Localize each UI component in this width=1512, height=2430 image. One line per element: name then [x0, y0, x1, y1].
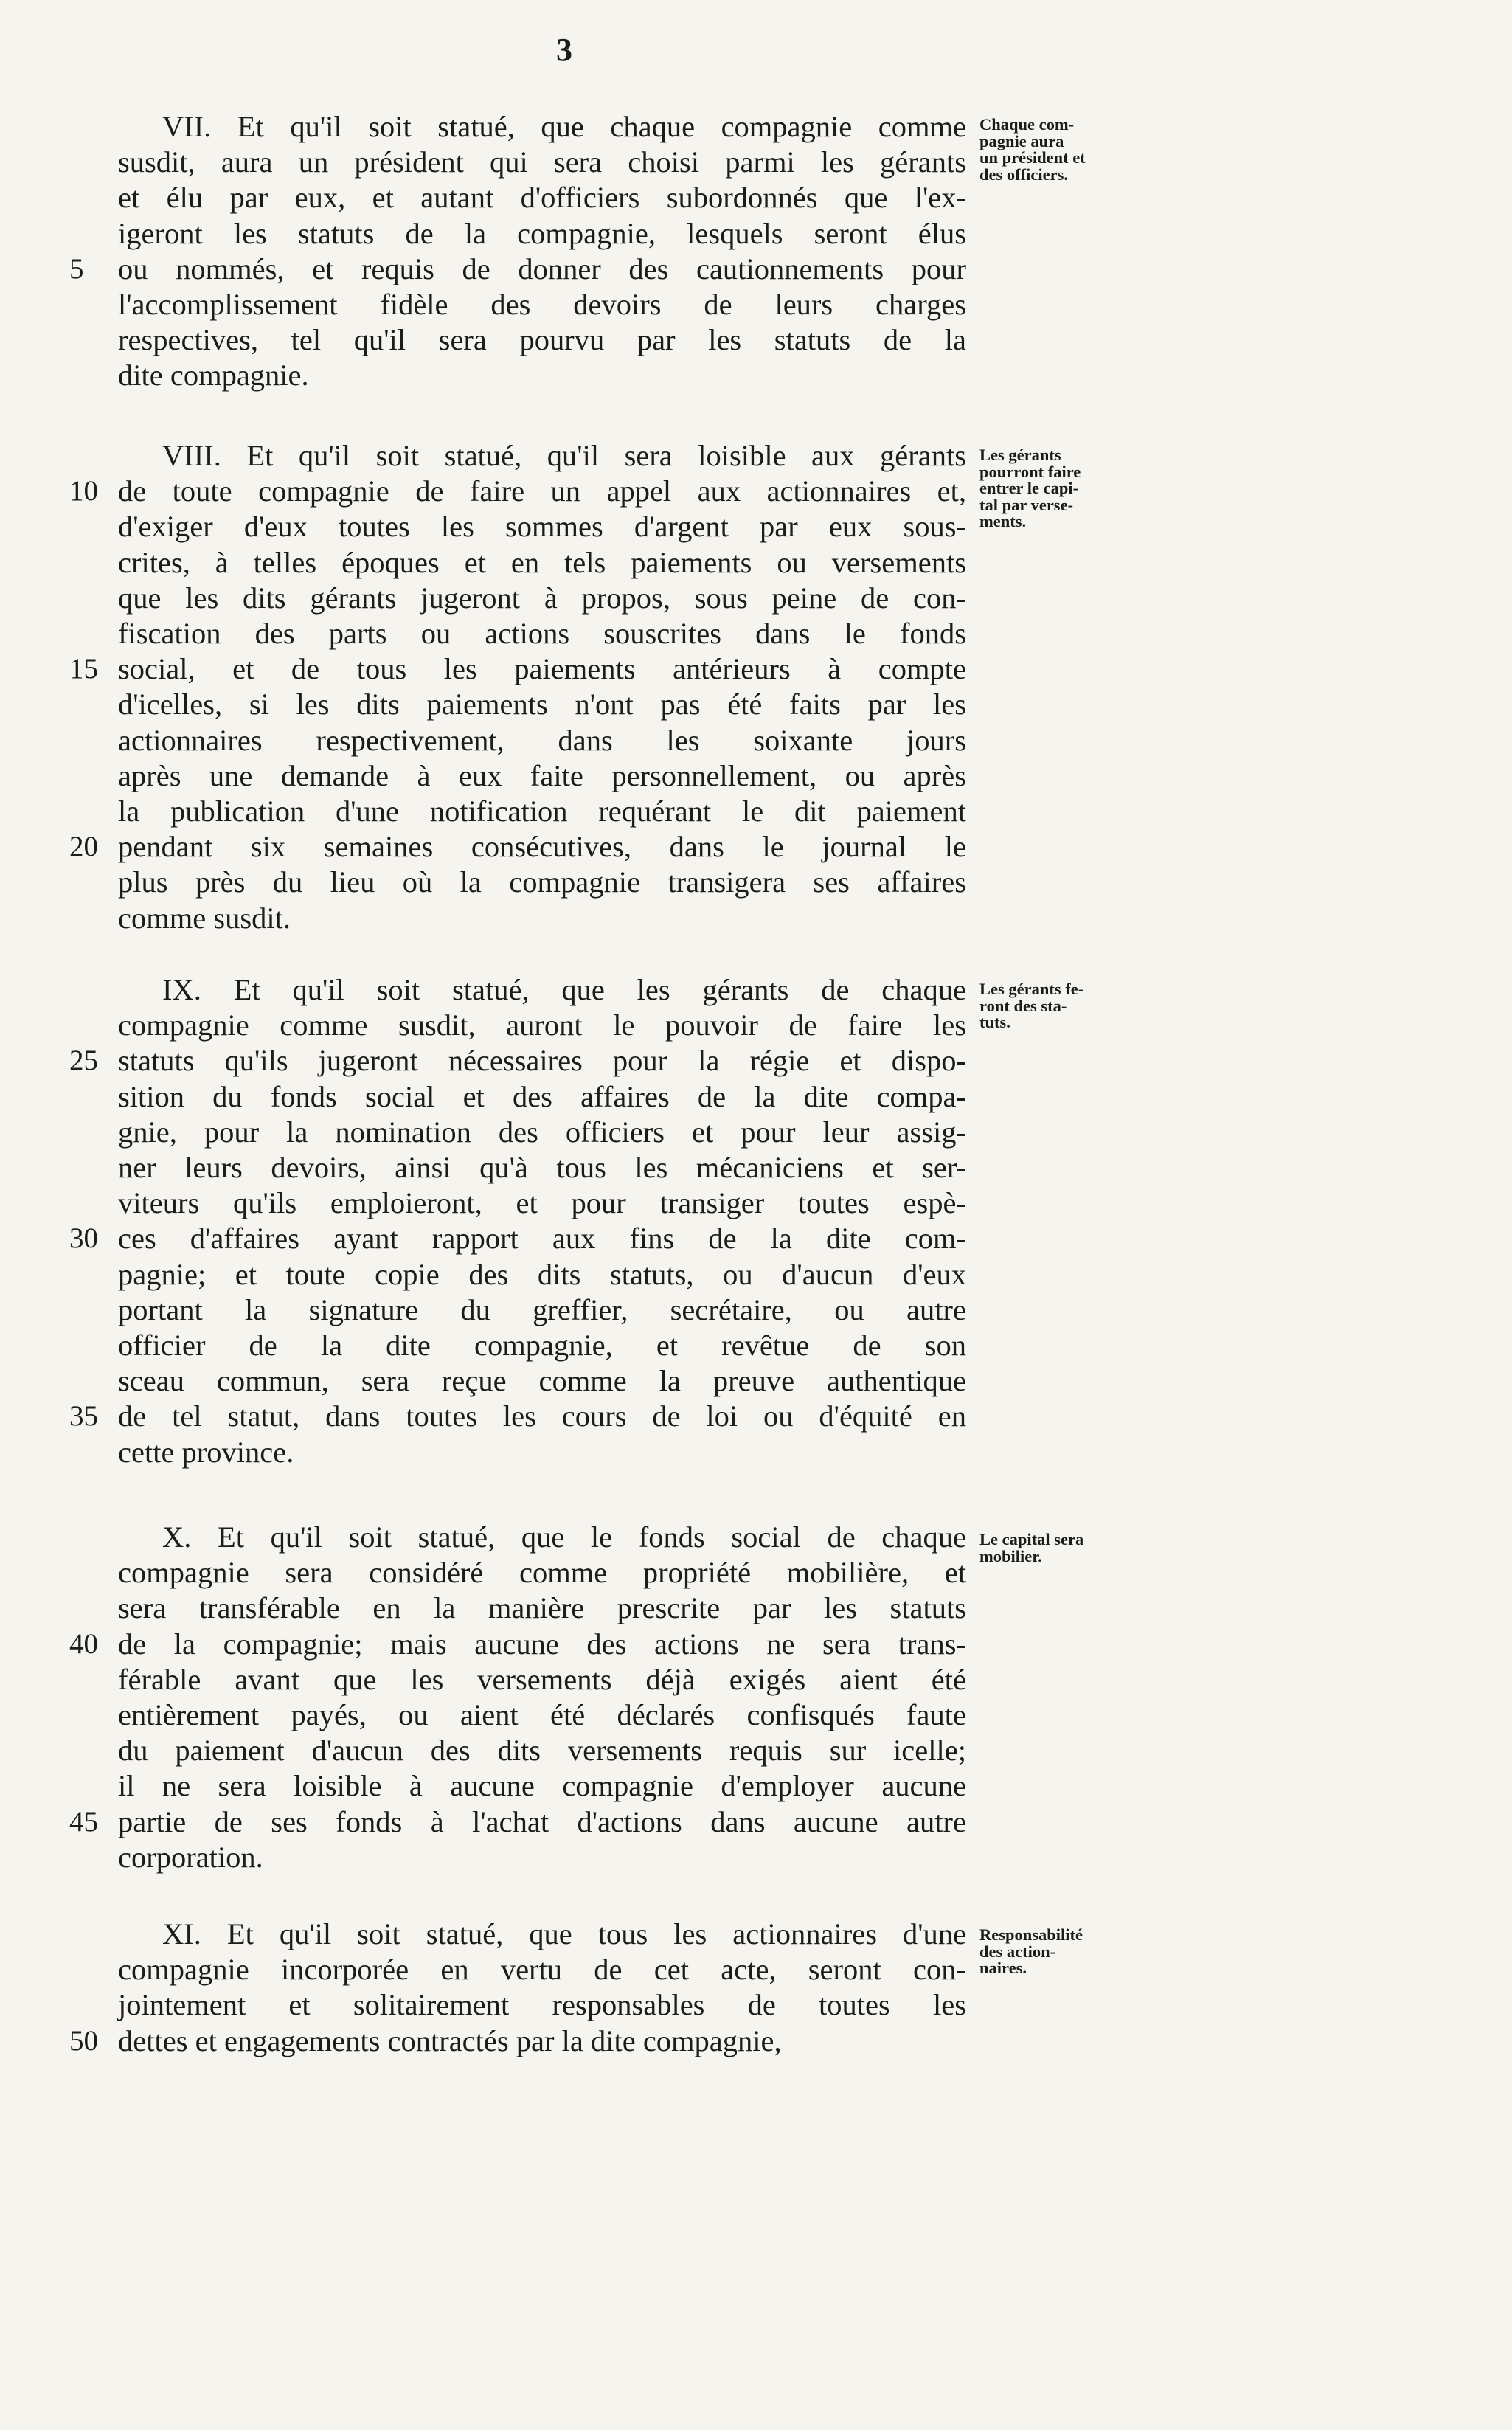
line-number: 45 — [69, 1805, 98, 1838]
text-line: que les dits gérants jugeront à propos, sous peine de con- — [118, 581, 966, 615]
line-number: 15 — [69, 653, 98, 685]
marginal-note-line: entrer le capi- — [979, 479, 1079, 497]
text-line: férable avant que les versements déjà exigés aient été — [118, 1662, 966, 1696]
text-line: il ne sera loisible à aucune compagnie d'employer aucune — [118, 1769, 966, 1803]
line-number: 5 — [69, 252, 84, 285]
text-line: sition du fonds social et des affaires de la dite compa- — [118, 1079, 966, 1113]
text-line: ces d'affaires ayant rapport aux fins de la dite com- 30 — [118, 1221, 966, 1256]
text-line: dite compagnie. — [118, 359, 309, 392]
text-line: fiscation des parts ou actions souscrites dans le fonds — [118, 617, 966, 651]
text-line: plus près du lieu où la compagnie transigera ses affaires — [118, 865, 966, 899]
text-line: susdit, aura un président qui sera choisi parmi les gérants — [118, 145, 966, 179]
section-xi — [69, 1917, 966, 2059]
line-number: 40 — [69, 1627, 98, 1660]
marginal-note-line: Les gérants — [979, 446, 1061, 464]
line-number: 30 — [69, 1222, 98, 1255]
text-line: actionnaires respectivement, dans les soixante jours — [118, 723, 966, 757]
marginal-note-line: pourront faire — [979, 462, 1081, 481]
text-line: d'exiger d'eux toutes les sommes d'argent par eux sous- — [118, 510, 966, 544]
section-x — [69, 1520, 966, 1875]
text-line: statuts qu'ils jugeront nécessaires pour la régie et dispo- 25 — [118, 1043, 966, 1079]
marginal-note-x — [979, 1531, 1127, 1565]
text-line: sera transférable en la manière prescrite par les statuts — [118, 1591, 966, 1625]
marginal-note-line: Responsabilité — [979, 1925, 1083, 1944]
text-line: X. Et qu'il soit statué, que le fonds social de chaque — [162, 1520, 966, 1554]
marginal-note-line: mobilier. — [979, 1546, 1042, 1565]
page-number: 3 — [556, 32, 572, 68]
marginal-note-viii — [979, 447, 1127, 530]
text-line: viteurs qu'ils emploieront, et pour transiger toutes espè- — [118, 1186, 966, 1220]
marginal-note-line: naires. — [979, 1959, 1027, 1977]
text-line: officier de la dite compagnie, et revêtue de son — [118, 1329, 966, 1363]
marginal-note-vii — [979, 117, 1127, 183]
text-line: du paiement d'aucun des dits versements requis sur icelle; — [118, 1734, 966, 1768]
text-line: et élu par eux, et autant d'officiers subordonnés que l'ex- — [118, 181, 966, 215]
marginal-note-ix — [979, 981, 1127, 1031]
marginal-note-line: tuts. — [979, 1013, 1010, 1031]
text-line: ner leurs devoirs, ainsi qu'à tous les mécaniciens et ser- — [118, 1151, 966, 1185]
text-line: corporation. — [118, 1840, 263, 1874]
marginal-note-line: Le capital sera — [979, 1530, 1084, 1548]
marginal-note-line: Les gérants fe- — [979, 980, 1084, 998]
line-number: 35 — [69, 1400, 98, 1433]
text-line: après une demande à eux faite personnellement, ou après — [118, 758, 966, 792]
line-number: 25 — [69, 1045, 98, 1077]
text-line: ou nommés, et requis de donner des cautionnements pour 5 — [118, 252, 966, 287]
text-line: VIII. Et qu'il soit statué, qu'il sera loisible aux gérants — [162, 439, 966, 472]
text-line: igeront les statuts de la compagnie, lesquels seront élus — [118, 216, 966, 250]
text-line: crites, à telles époques et en tels paiements ou versements — [118, 545, 966, 579]
marginal-note-line: tal par verse- — [979, 495, 1074, 514]
marginal-note-line: un président et — [979, 148, 1086, 167]
text-line: comme susdit. — [118, 901, 291, 935]
text-line: compagnie sera considéré comme propriété mobilière, et — [118, 1556, 966, 1590]
text-line: d'icelles, si les dits paiements n'ont pas été faits par les — [118, 688, 966, 721]
text-line: portant la signature du greffier, secrétaire, ou autre — [118, 1292, 966, 1326]
text-line: compagnie incorporée en vertu de cet acte, seront con- — [118, 1953, 966, 1987]
section-ix — [69, 972, 966, 1470]
text-line: dettes et engagements contractés par la dite compagnie, 50 — [118, 2024, 966, 2059]
section-viii — [69, 438, 966, 936]
text-line: social, et de tous les paiements antérieurs à compte 15 — [118, 651, 966, 687]
text-line: de tel statut, dans toutes les cours de loi ou d'équité en 35 — [118, 1399, 966, 1434]
text-line: cette province. — [118, 1435, 294, 1469]
text-line: XI. Et qu'il soit statué, que tous les actionnaires d'une — [162, 1917, 966, 1950]
section-vii — [69, 109, 966, 394]
text-line: partie de ses fonds à l'achat d'actions dans aucune autre 45 — [118, 1804, 966, 1840]
text-line: l'accomplissement fidèle des devoirs de leurs charges — [118, 288, 966, 322]
text-line: pagnie; et toute copie des dits statuts, ou d'aucun d'eux — [118, 1257, 966, 1291]
line-number: 50 — [69, 2024, 98, 2057]
text-line: de toute compagnie de faire un appel aux actionnaires et, 10 — [118, 474, 966, 509]
text-line: de la compagnie; mais aucune des actions ne sera trans- 40 — [118, 1627, 966, 1662]
text-line: compagnie comme susdit, auront le pouvoir de faire les — [118, 1008, 966, 1042]
marginal-note-line: pagnie aura — [979, 131, 1064, 150]
marginal-note-line: des officiers. — [979, 165, 1068, 184]
marginal-note-line: ments. — [979, 512, 1027, 530]
text-line: pendant six semaines consécutives, dans le journal le 20 — [118, 829, 966, 865]
text-line: gnie, pour la nomination des officiers et pour leur assig- — [118, 1115, 966, 1149]
marginal-note-line: des action- — [979, 1942, 1056, 1961]
text-line: sceau commun, sera reçue comme la preuve authentique — [118, 1364, 966, 1398]
marginal-note-line: ront des sta- — [979, 996, 1067, 1015]
text-line: jointement et solitairement responsables de toutes les — [118, 1988, 966, 2022]
text-line: entièrement payés, ou aient été déclarés confisqués faute — [118, 1698, 966, 1732]
text-line: respectives, tel qu'il sera pourvu par les statuts de la — [118, 323, 966, 357]
line-number: 20 — [69, 831, 98, 863]
text-line: VII. Et qu'il soit statué, que chaque compagnie comme — [162, 110, 966, 143]
line-number: 10 — [69, 475, 98, 508]
marginal-note-xi — [979, 1927, 1127, 1977]
marginal-note-line: Chaque com- — [979, 115, 1075, 134]
text-line: IX. Et qu'il soit statué, que les gérants de chaque — [162, 973, 966, 1006]
text-line: la publication d'une notification requérant le dit paiement — [118, 795, 966, 828]
